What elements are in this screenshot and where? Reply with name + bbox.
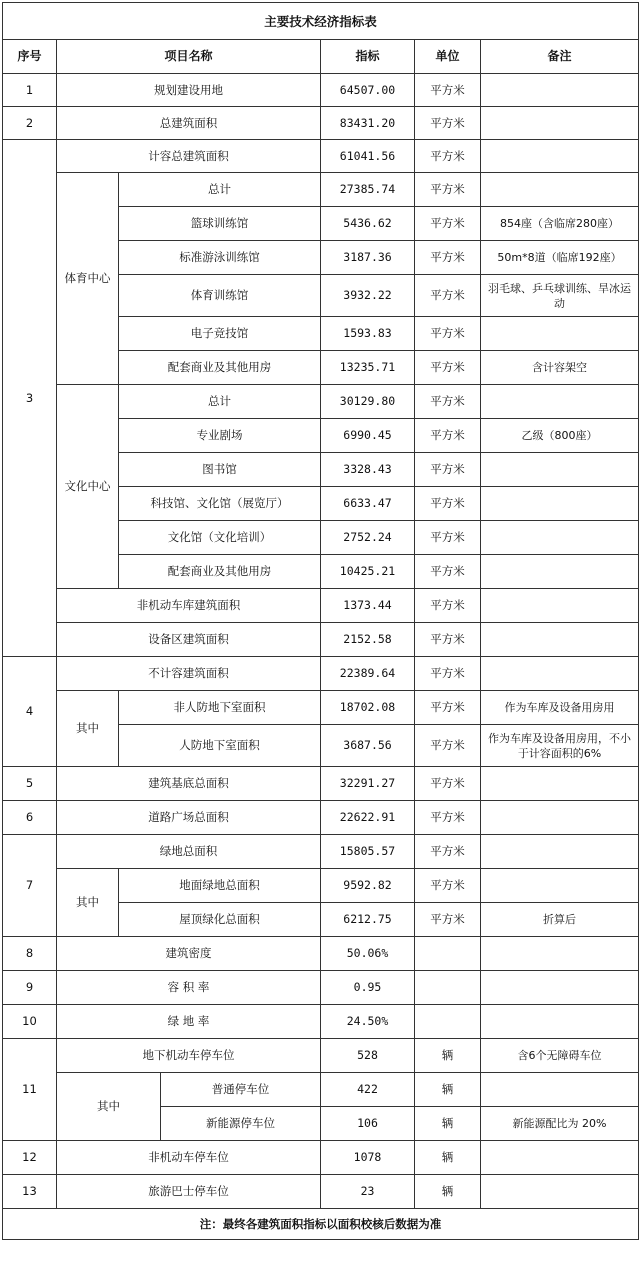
item-name: 体育训练馆 bbox=[119, 275, 321, 317]
table-row bbox=[3, 971, 639, 1005]
unit-cell: 平方米 bbox=[415, 555, 481, 589]
note-cell bbox=[481, 971, 639, 1005]
item-name: 地面绿地总面积 bbox=[119, 869, 321, 903]
value-cell: 18702.08 bbox=[321, 691, 415, 725]
unit-cell: 平方米 bbox=[415, 767, 481, 801]
unit-cell: 辆 bbox=[415, 1107, 481, 1141]
value-cell: 6633.47 bbox=[321, 487, 415, 521]
table-row bbox=[3, 767, 639, 801]
value-cell: 83431.20 bbox=[321, 107, 415, 140]
item-name: 计容总建筑面积 bbox=[57, 140, 321, 173]
unit-cell: 辆 bbox=[415, 1073, 481, 1107]
note-cell bbox=[481, 173, 639, 207]
note-cell bbox=[481, 801, 639, 835]
value-cell: 24.50% bbox=[321, 1005, 415, 1039]
item-name: 屋顶绿化总面积 bbox=[119, 903, 321, 937]
table-row bbox=[3, 937, 639, 971]
note-cell bbox=[481, 937, 639, 971]
note-cell bbox=[481, 317, 639, 351]
table-row bbox=[3, 1039, 639, 1073]
value-cell: 64507.00 bbox=[321, 74, 415, 107]
table-row bbox=[3, 140, 639, 173]
item-name: 总计 bbox=[119, 173, 321, 207]
note-cell bbox=[481, 1005, 639, 1039]
seq-cell: 1 bbox=[3, 74, 57, 107]
item-name: 标准游泳训练馆 bbox=[119, 241, 321, 275]
note-cell: 乙级（800座） bbox=[481, 419, 639, 453]
group-cell: 其中 bbox=[57, 869, 119, 937]
item-name: 建筑基底总面积 bbox=[57, 767, 321, 801]
unit-cell bbox=[415, 937, 481, 971]
unit-cell: 平方米 bbox=[415, 140, 481, 173]
group-cell: 其中 bbox=[57, 691, 119, 767]
seq-cell: 3 bbox=[3, 140, 57, 657]
note-cell bbox=[481, 869, 639, 903]
value-cell: 22389.64 bbox=[321, 657, 415, 691]
item-name: 绿地总面积 bbox=[57, 835, 321, 869]
note-cell bbox=[481, 107, 639, 140]
item-name: 地下机动车停车位 bbox=[57, 1039, 321, 1073]
unit-cell: 平方米 bbox=[415, 275, 481, 317]
group-cell: 文化中心 bbox=[57, 385, 119, 589]
item-name: 图书馆 bbox=[119, 453, 321, 487]
value-cell: 422 bbox=[321, 1073, 415, 1107]
table-row bbox=[3, 835, 639, 869]
note-cell: 含计容架空 bbox=[481, 351, 639, 385]
item-name: 旅游巴士停车位 bbox=[57, 1175, 321, 1209]
item-name: 总计 bbox=[119, 385, 321, 419]
indicator-table bbox=[2, 2, 639, 1240]
item-name: 规划建设用地 bbox=[57, 74, 321, 107]
table-row bbox=[3, 657, 639, 691]
seq-cell: 6 bbox=[3, 801, 57, 835]
value-cell: 3932.22 bbox=[321, 275, 415, 317]
group-cell: 体育中心 bbox=[57, 173, 119, 385]
seq-cell: 10 bbox=[3, 1005, 57, 1039]
unit-cell: 辆 bbox=[415, 1039, 481, 1073]
value-cell: 30129.80 bbox=[321, 385, 415, 419]
note-cell: 作为车库及设备用房用，不小于计容面积的6% bbox=[481, 725, 639, 767]
value-cell: 1078 bbox=[321, 1141, 415, 1175]
table-row bbox=[3, 385, 639, 419]
unit-cell: 平方米 bbox=[415, 419, 481, 453]
seq-cell: 4 bbox=[3, 657, 57, 767]
value-cell: 106 bbox=[321, 1107, 415, 1141]
seq-cell: 7 bbox=[3, 835, 57, 937]
note-cell bbox=[481, 1073, 639, 1107]
note-cell: 作为车库及设备用房用 bbox=[481, 691, 639, 725]
seq-cell: 9 bbox=[3, 971, 57, 1005]
header-value: 指标 bbox=[321, 40, 415, 74]
table-row bbox=[3, 107, 639, 140]
item-name: 专业剧场 bbox=[119, 419, 321, 453]
unit-cell: 平方米 bbox=[415, 589, 481, 623]
unit-cell: 平方米 bbox=[415, 173, 481, 207]
table-row bbox=[3, 1141, 639, 1175]
value-cell: 528 bbox=[321, 1039, 415, 1073]
note-cell bbox=[481, 767, 639, 801]
item-name: 科技馆、文化馆（展览厅） bbox=[119, 487, 321, 521]
value-cell: 10425.21 bbox=[321, 555, 415, 589]
unit-cell: 辆 bbox=[415, 1175, 481, 1209]
note-cell bbox=[481, 74, 639, 107]
value-cell: 6212.75 bbox=[321, 903, 415, 937]
value-cell: 1373.44 bbox=[321, 589, 415, 623]
note-cell bbox=[481, 1175, 639, 1209]
unit-cell: 平方米 bbox=[415, 207, 481, 241]
header-unit: 单位 bbox=[415, 40, 481, 74]
value-cell: 32291.27 bbox=[321, 767, 415, 801]
unit-cell: 平方米 bbox=[415, 657, 481, 691]
note-cell bbox=[481, 589, 639, 623]
table-row bbox=[3, 1005, 639, 1039]
value-cell: 6990.45 bbox=[321, 419, 415, 453]
unit-cell: 平方米 bbox=[415, 107, 481, 140]
unit-cell: 平方米 bbox=[415, 691, 481, 725]
unit-cell: 平方米 bbox=[415, 869, 481, 903]
note-cell bbox=[481, 453, 639, 487]
value-cell: 22622.91 bbox=[321, 801, 415, 835]
item-name: 总建筑面积 bbox=[57, 107, 321, 140]
table-row bbox=[3, 589, 639, 623]
value-cell: 3328.43 bbox=[321, 453, 415, 487]
note-cell bbox=[481, 555, 639, 589]
table-row bbox=[3, 623, 639, 657]
unit-cell: 平方米 bbox=[415, 453, 481, 487]
unit-cell: 平方米 bbox=[415, 385, 481, 419]
table-row bbox=[3, 74, 639, 107]
item-name: 建筑密度 bbox=[57, 937, 321, 971]
unit-cell: 平方米 bbox=[415, 725, 481, 767]
unit-cell: 平方米 bbox=[415, 801, 481, 835]
footnote-row bbox=[3, 1209, 639, 1240]
note-cell bbox=[481, 657, 639, 691]
table-row bbox=[3, 801, 639, 835]
item-name: 人防地下室面积 bbox=[119, 725, 321, 767]
header-seq: 序号 bbox=[3, 40, 57, 74]
note-cell: 折算后 bbox=[481, 903, 639, 937]
item-name: 配套商业及其他用房 bbox=[119, 351, 321, 385]
seq-cell: 2 bbox=[3, 107, 57, 140]
footnote: 注：最终各建筑面积指标以面积校核后数据为准 bbox=[3, 1209, 639, 1240]
unit-cell: 平方米 bbox=[415, 317, 481, 351]
value-cell: 3187.36 bbox=[321, 241, 415, 275]
item-name: 道路广场总面积 bbox=[57, 801, 321, 835]
note-cell bbox=[481, 1141, 639, 1175]
item-name: 电子竞技馆 bbox=[119, 317, 321, 351]
unit-cell: 平方米 bbox=[415, 835, 481, 869]
header-name: 项目名称 bbox=[57, 40, 321, 74]
item-name: 篮球训练馆 bbox=[119, 207, 321, 241]
note-cell: 50m*8道（临席192座） bbox=[481, 241, 639, 275]
value-cell: 2152.58 bbox=[321, 623, 415, 657]
note-cell bbox=[481, 521, 639, 555]
note-cell bbox=[481, 835, 639, 869]
seq-cell: 11 bbox=[3, 1039, 57, 1141]
unit-cell: 平方米 bbox=[415, 241, 481, 275]
table-row bbox=[3, 173, 639, 207]
value-cell: 13235.71 bbox=[321, 351, 415, 385]
value-cell: 1593.83 bbox=[321, 317, 415, 351]
value-cell: 2752.24 bbox=[321, 521, 415, 555]
item-name: 文化馆（文化培训） bbox=[119, 521, 321, 555]
value-cell: 0.95 bbox=[321, 971, 415, 1005]
value-cell: 61041.56 bbox=[321, 140, 415, 173]
item-name: 设备区建筑面积 bbox=[57, 623, 321, 657]
group-cell: 其中 bbox=[57, 1073, 161, 1141]
item-name: 不计容建筑面积 bbox=[57, 657, 321, 691]
item-name: 普通停车位 bbox=[161, 1073, 321, 1107]
item-name: 容 积 率 bbox=[57, 971, 321, 1005]
unit-cell: 平方米 bbox=[415, 351, 481, 385]
item-name: 非机动车库建筑面积 bbox=[57, 589, 321, 623]
unit-cell: 平方米 bbox=[415, 903, 481, 937]
value-cell: 23 bbox=[321, 1175, 415, 1209]
value-cell: 3687.56 bbox=[321, 725, 415, 767]
note-cell bbox=[481, 487, 639, 521]
note-cell: 含6个无障碍车位 bbox=[481, 1039, 639, 1073]
value-cell: 50.06% bbox=[321, 937, 415, 971]
note-cell bbox=[481, 140, 639, 173]
unit-cell: 辆 bbox=[415, 1141, 481, 1175]
unit-cell: 平方米 bbox=[415, 74, 481, 107]
unit-cell: 平方米 bbox=[415, 623, 481, 657]
note-cell: 854座（含临席280座） bbox=[481, 207, 639, 241]
table-row bbox=[3, 1073, 639, 1107]
value-cell: 27385.74 bbox=[321, 173, 415, 207]
value-cell: 9592.82 bbox=[321, 869, 415, 903]
note-cell: 羽毛球、乒乓球训练、旱冰运动 bbox=[481, 275, 639, 317]
table-row bbox=[3, 869, 639, 903]
table-row bbox=[3, 691, 639, 725]
item-name: 新能源停车位 bbox=[161, 1107, 321, 1141]
value-cell: 15805.57 bbox=[321, 835, 415, 869]
seq-cell: 13 bbox=[3, 1175, 57, 1209]
item-name: 非人防地下室面积 bbox=[119, 691, 321, 725]
item-name: 配套商业及其他用房 bbox=[119, 555, 321, 589]
seq-cell: 12 bbox=[3, 1141, 57, 1175]
note-cell bbox=[481, 623, 639, 657]
unit-cell: 平方米 bbox=[415, 487, 481, 521]
unit-cell bbox=[415, 971, 481, 1005]
table-title: 主要技术经济指标表 bbox=[3, 3, 639, 40]
item-name: 绿 地 率 bbox=[57, 1005, 321, 1039]
value-cell: 5436.62 bbox=[321, 207, 415, 241]
seq-cell: 5 bbox=[3, 767, 57, 801]
unit-cell: 平方米 bbox=[415, 521, 481, 555]
item-name: 非机动车停车位 bbox=[57, 1141, 321, 1175]
table-row bbox=[3, 1175, 639, 1209]
unit-cell bbox=[415, 1005, 481, 1039]
header-note: 备注 bbox=[481, 40, 639, 74]
note-cell bbox=[481, 385, 639, 419]
note-cell: 新能源配比为 20% bbox=[481, 1107, 639, 1141]
seq-cell: 8 bbox=[3, 937, 57, 971]
